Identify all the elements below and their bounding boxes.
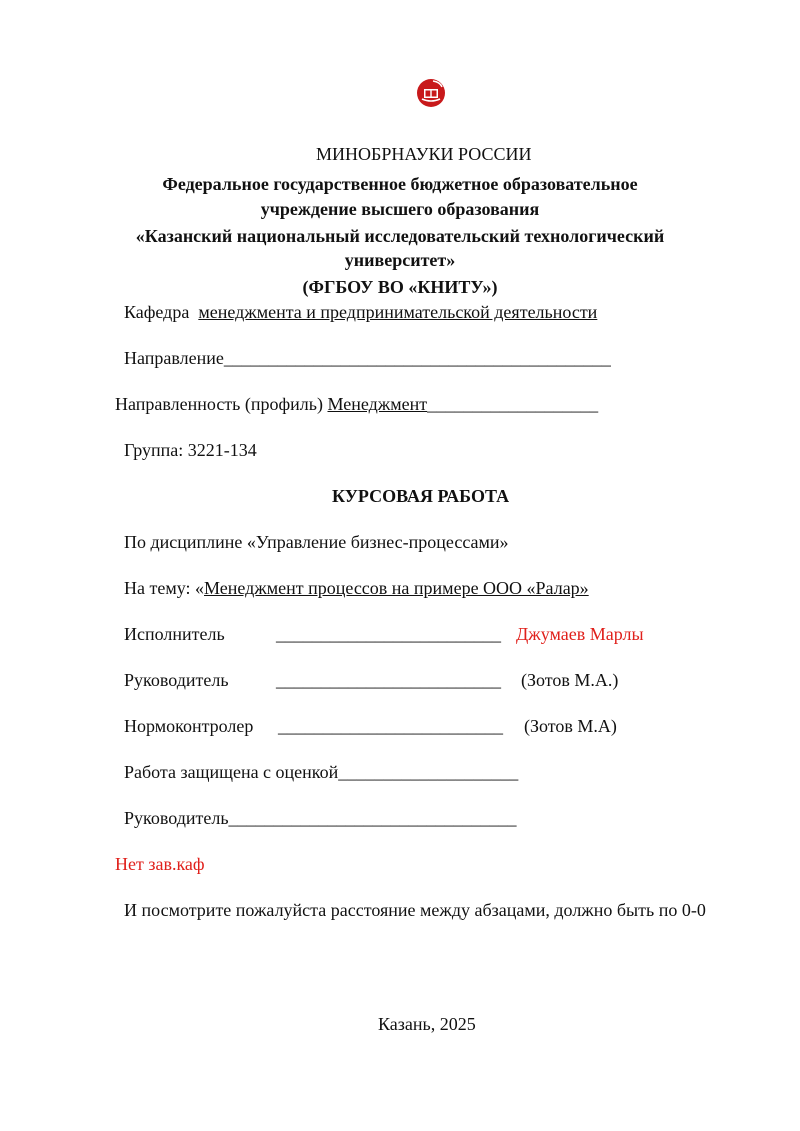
city-year: Казань, 2025 [378, 1014, 476, 1034]
executor-signature-line: _________________________ [276, 624, 501, 644]
university-line-1: «Казанский национальный исследовательский технологический [135, 226, 665, 246]
head-line [124, 808, 517, 829]
university-abbreviation: (ФГБОУ ВО «КНИТУ») [302, 277, 498, 297]
no-head-comment: Нет зав.каф [115, 854, 205, 874]
head-label: Руководитель [124, 808, 229, 828]
normcontrol-name: (Зотов М.А) [524, 716, 617, 736]
topic-line [124, 578, 589, 599]
group-number: Группа: 3221-134 [124, 440, 257, 460]
supervisor-signature-line: _________________________ [276, 670, 501, 690]
head-blank: ________________________________ [228, 808, 517, 828]
discipline: По дисциплине «Управление бизнес-процессами» [124, 532, 509, 552]
normcontrol-label: Нормоконтролер [124, 716, 254, 736]
executor-name: Джумаев Марлы [516, 624, 644, 644]
topic-value: Менеджмент процессов на примере ООО «Ралар» [204, 578, 589, 598]
grade-line [124, 762, 518, 783]
university-logo-icon [416, 78, 446, 108]
spacing-comment: И посмотрите пожалуйста расстояние между абзацами, должно быть по 0-0 [124, 900, 706, 920]
profile-value: Менеджмент [327, 394, 428, 414]
direction-blank: ___________________________________________ [223, 348, 611, 368]
institution-line-1: Федеральное государственное бюджетное образовательное [162, 174, 638, 194]
direction-line [124, 348, 611, 369]
profile-line [115, 394, 598, 415]
topic-label: На тему: « [124, 578, 204, 598]
supervisor-name: (Зотов М.А.) [521, 670, 619, 690]
supervisor-label: Руководитель [124, 670, 229, 690]
department-value: менеджмента и предпринимательской деятельности [198, 302, 598, 322]
grade-label: Работа защищена с оценкой [124, 762, 339, 782]
executor-label: Исполнитель [124, 624, 225, 644]
profile-blank: ___________________ [427, 394, 599, 414]
department-line [124, 302, 597, 323]
ministry-name: МИНОБРНАУКИ РОССИИ [316, 144, 532, 164]
grade-blank: ____________________ [338, 762, 519, 782]
profile-label: Направленность (профиль) [115, 394, 323, 414]
direction-label: Направление [124, 348, 224, 368]
normcontrol-signature-line: _________________________ [278, 716, 503, 736]
university-line-2: университет» [344, 250, 456, 270]
institution-line-2: учреждение высшего образования [260, 199, 540, 219]
document-title: КУРСОВАЯ РАБОТА [332, 486, 510, 506]
department-label: Кафедра [124, 302, 190, 322]
